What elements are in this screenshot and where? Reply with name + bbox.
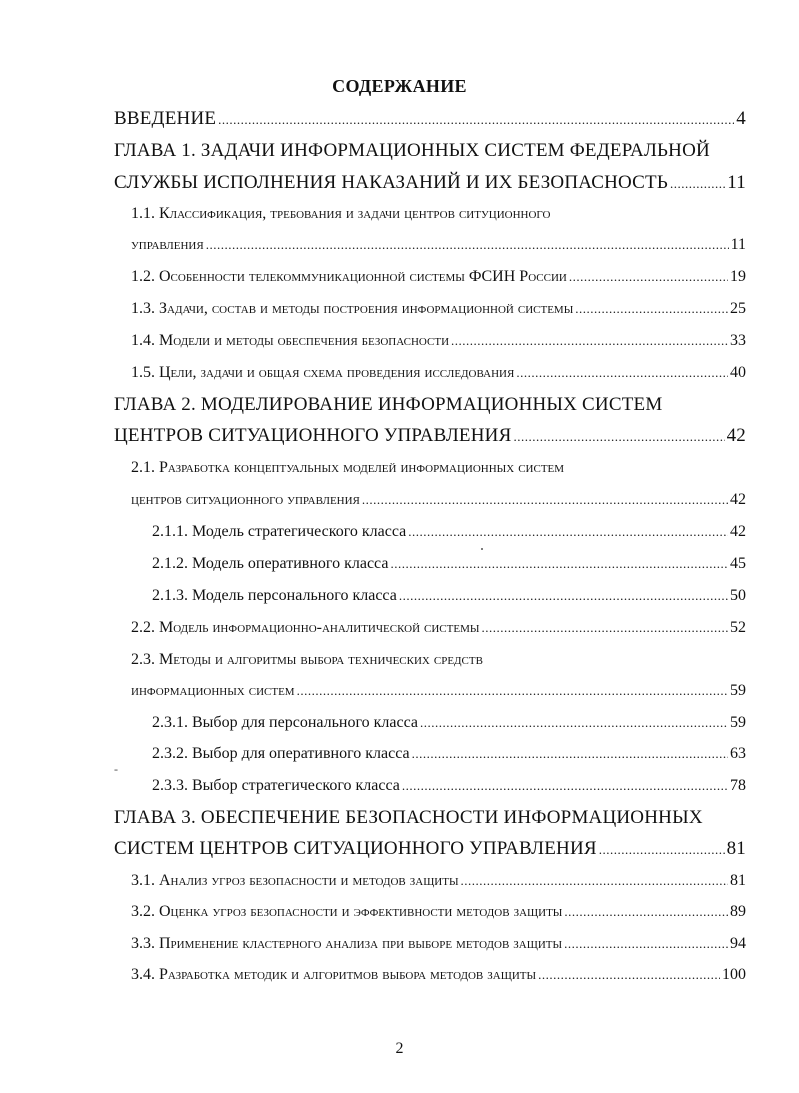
toc-entry-ch3[interactable]	[114, 838, 746, 860]
dot-leader	[481, 620, 728, 636]
toc-entry-label: 2.3.2. Выбор для оперативного класса	[152, 745, 410, 762]
toc-page-number: 81	[726, 838, 746, 859]
toc-entry-label: 1.2. Особенности телекоммуникационной системы ФСИН России	[131, 268, 567, 285]
toc-entry-label: 3.1. Анализ угроз безопасности и методов защиты	[131, 872, 459, 889]
dot-leader	[538, 967, 720, 983]
toc-page-number: 50	[730, 587, 746, 604]
toc-entry-label: 1.4. Модели и методы обеспечения безопасности	[131, 332, 450, 349]
toc-entry-label: 3.4. Разработка методик и алгоритмов выбора методов защиты	[131, 966, 537, 983]
toc-entry-ch2-line1[interactable]: ГЛАВА 2. МОДЕЛИРОВАНИЕ ИНФОРМАЦИОННЫХ СИСТЕМ	[114, 394, 663, 415]
toc-entry-label: управления	[131, 236, 204, 253]
dot-leader	[362, 492, 728, 508]
dot-leader	[399, 588, 728, 604]
toc-entry-1-5[interactable]	[131, 364, 746, 382]
dot-leader	[513, 429, 724, 445]
toc-entry-label: 2.1.3. Модель персонального класса	[152, 587, 397, 604]
toc-entry-1-1[interactable]	[131, 236, 746, 254]
dot-leader	[218, 112, 734, 128]
dot-leader	[564, 936, 728, 952]
page-number: 2	[395, 1040, 404, 1057]
toc-entry-2-1-line1[interactable]: 2.1. Разработка концептуальных моделей информационных систем	[131, 459, 565, 476]
toc-page-number: 52	[730, 619, 746, 636]
dot-leader	[564, 904, 728, 920]
toc-page-number: 45	[730, 555, 746, 572]
toc-entry-3-3[interactable]	[131, 935, 746, 953]
dot-leader	[516, 365, 728, 381]
toc-page-number: 19	[730, 268, 746, 285]
toc-entry-label: 3.3. Применение кластерного анализа при выборе методов защиты	[131, 935, 563, 952]
toc-entry-3-4[interactable]	[131, 966, 746, 984]
toc-entry-label: СЛУЖБЫ ИСПОЛНЕНИЯ НАКАЗАНИЙ И ИХ БЕЗОПАСНОСТЬ	[114, 172, 668, 193]
toc-entry-2-3-line1[interactable]: 2.3. Методы и алгоритмы выбора технических средств	[131, 651, 483, 668]
dot-leader	[670, 176, 725, 192]
toc-page-number: 11	[730, 236, 746, 253]
toc-entry-label: информационных систем	[131, 682, 295, 699]
toc-entry-1-4[interactable]	[131, 332, 746, 350]
toc-entry-label: 2.3.1. Выбор для персонального класса	[152, 714, 418, 731]
page-title: СОДЕРЖАНИЕ	[332, 76, 467, 96]
toc-page-number: 89	[730, 903, 746, 920]
toc-entry-2-3-2[interactable]	[152, 745, 746, 763]
toc-entry-3-2[interactable]	[131, 903, 746, 921]
dot-leader	[412, 746, 728, 762]
toc-entry-label: 2.2. Модель информационно-аналитической системы	[131, 619, 480, 636]
toc-entry-label: 1.5. Цели, задачи и общая схема проведения исследования	[131, 364, 515, 381]
toc-page-number: 25	[730, 300, 746, 317]
toc-page-number: 42	[730, 491, 746, 508]
toc-entry-label: 2.3.3. Выбор стратегического класса	[152, 777, 400, 794]
toc-entry-2-1-3[interactable]	[152, 587, 746, 605]
toc-entry-label: ВВЕДЕНИЕ	[114, 108, 217, 129]
toc-entry-label: центров ситуационного управления	[131, 491, 360, 508]
toc-entry-2-2[interactable]	[131, 619, 746, 637]
toc-entry-2-1-1[interactable]	[152, 523, 746, 541]
toc-page-number: 59	[730, 714, 746, 731]
toc-page-number: 11	[727, 172, 746, 193]
toc-entry-2-3-1[interactable]	[152, 714, 746, 732]
toc-page-number: 33	[730, 332, 746, 349]
toc-page-number: 40	[730, 364, 746, 381]
toc-entry-2-3[interactable]	[131, 682, 746, 700]
toc-entry-label: 1.3. Задачи, состав и методы построения информационной системы	[131, 300, 574, 317]
toc-entry-1-3[interactable]	[131, 300, 746, 318]
toc-page-number: 100	[722, 966, 746, 983]
toc-entry-ch2[interactable]	[114, 425, 746, 447]
toc-entry-1-2[interactable]	[131, 268, 746, 286]
toc-page-number: 42	[726, 425, 746, 446]
toc-page-number: 63	[730, 745, 746, 762]
toc-page-number: 78	[730, 777, 746, 794]
toc-page-number: 94	[730, 935, 746, 952]
toc-page-number: 59	[730, 682, 746, 699]
dot-leader	[569, 269, 728, 285]
toc-entry-2-3-3[interactable]	[152, 777, 746, 795]
toc-page-number: 42	[730, 523, 746, 540]
toc-entry-label: 3.2. Оценка угроз безопасности и эффективности методов защиты	[131, 903, 563, 920]
toc-entry-ch3-line1[interactable]: ГЛАВА 3. ОБЕСПЕЧЕНИЕ БЕЗОПАСНОСТИ ИНФОРМАЦИОННЫХ	[114, 807, 703, 828]
dot-leader	[599, 842, 725, 858]
dot-leader	[575, 301, 728, 317]
toc-entry-label: ЦЕНТРОВ СИТУАЦИОННОГО УПРАВЛЕНИЯ	[114, 425, 512, 446]
toc-entry-1-1-line1[interactable]: 1.1. Классификация, требования и задачи центров ситуционного	[131, 205, 551, 222]
scan-speck	[481, 548, 483, 550]
toc-entry-intro[interactable]	[114, 108, 746, 130]
toc-entry-2-1[interactable]	[131, 491, 746, 509]
toc-entry-ch1[interactable]	[114, 172, 746, 194]
dot-leader	[206, 237, 729, 253]
toc-entry-2-1-2[interactable]	[152, 555, 746, 573]
margin-mark: -	[114, 762, 118, 776]
toc-entry-label: 2.1.2. Модель оперативного класса	[152, 555, 389, 572]
toc-page-number: 4	[736, 108, 746, 129]
toc-entry-label: СИСТЕМ ЦЕНТРОВ СИТУАЦИОННОГО УПРАВЛЕНИЯ	[114, 838, 597, 859]
toc-entry-ch1-line1[interactable]: ГЛАВА 1. ЗАДАЧИ ИНФОРМАЦИОННЫХ СИСТЕМ ФЕДЕРАЛЬНОЙ	[114, 140, 710, 161]
toc-page-number: 81	[730, 872, 746, 889]
dot-leader	[461, 873, 728, 889]
dot-leader	[451, 333, 728, 349]
toc-entry-3-1[interactable]	[131, 872, 746, 890]
dot-leader	[297, 683, 728, 699]
dot-leader	[390, 556, 728, 572]
dot-leader	[408, 524, 728, 540]
toc-entry-label: 2.1.1. Модель стратегического класса	[152, 523, 407, 540]
dot-leader	[402, 778, 728, 794]
dot-leader	[420, 715, 728, 731]
